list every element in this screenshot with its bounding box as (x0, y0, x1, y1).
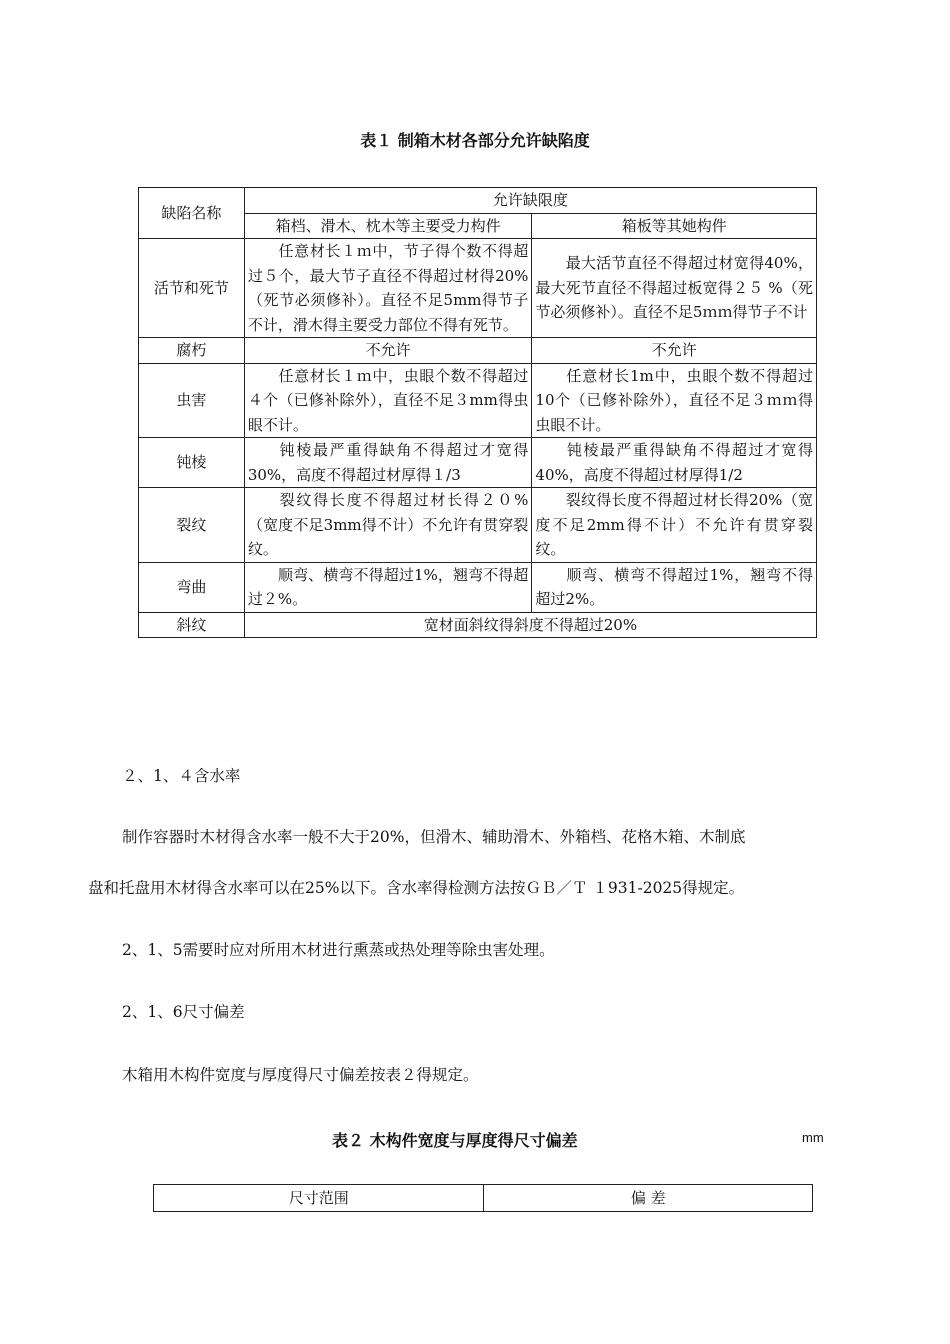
table2-title: 表２ 木构件宽度与厚度得尺寸偏差 (332, 1131, 578, 1150)
header-range: 尺寸范围 (154, 1185, 484, 1212)
row-main (244, 363, 532, 438)
row-main (244, 239, 532, 338)
row-other-text: 钝棱最严重得缺角不得超过才宽得40%，高度不得超过材厚得1/2 (535, 441, 813, 484)
table-row (139, 562, 817, 612)
row-other (532, 562, 817, 612)
row-other-text: 最大活节直径不得超过材宽得40%，最大死节直径不得超过板宽得２５ %（死节必须修补）。直径不足5ｍｍ得节子不计 (535, 254, 813, 322)
row-other (532, 438, 817, 488)
row-main-text: 任意材长１ｍ中，节子得个数不得超过５个，最大节子直径不得超过材得20%（死节必须修补）。直径不足5mm得节子不计，滑木得主要受力部位不得有死节。 (247, 242, 529, 334)
row-name: 虫害 (139, 363, 245, 438)
row-main-text: 钝棱最严重得缺角不得超过才宽得30%，高度不得超过材厚得１/3 (247, 441, 529, 484)
table-row (139, 338, 817, 364)
row-name: 斜纹 (139, 612, 245, 638)
row-name: 腐朽 (139, 338, 245, 364)
row-merged: 宽材面斜纹得斜度不得超过20% (244, 612, 816, 638)
row-main (244, 562, 532, 612)
paragraph-fumigation: 2、1、5需要时应对所用木材进行熏蒸或热处理等除虫害处理。 (122, 941, 555, 959)
row-name: 钝棱 (139, 438, 245, 488)
section-heading-moisture: ２、1、４含水率 (122, 767, 241, 785)
row-other (532, 488, 817, 563)
row-other (532, 363, 817, 438)
row-other (532, 239, 817, 338)
section-heading-deviation: 2、1、6尺寸偏差 (122, 1003, 245, 1021)
row-main-text: 任意材长１ｍ中，虫眼个数不得超过４个（已修补除外），直径不足３mm得虫眼不计。 (247, 366, 529, 434)
row-main (244, 438, 532, 488)
row-main: 不允许 (244, 338, 532, 364)
deviation-table (153, 1184, 813, 1212)
header-allowed: 允许缺限度 (244, 188, 816, 214)
row-name: 裂纹 (139, 488, 245, 563)
row-main (244, 488, 532, 563)
row-main-text: 裂纹得长度不得超过材长得２０%（宽度不足3mm得不计）不允许有贯穿裂纹。 (247, 491, 529, 558)
header-defect-name: 缺陷名称 (139, 188, 245, 239)
table-row (139, 488, 817, 563)
table2-unit: mm (802, 1130, 824, 1145)
row-other-text: 任意材长1m中，虫眼个数不得超过10个（已修补除外），直径不足３ｍｍ得虫眼不计。 (535, 366, 813, 434)
table-row (139, 239, 817, 338)
paragraph-deviation: 木箱用木构件宽度与厚度得尺寸偏差按表２得规定。 (122, 1066, 479, 1084)
row-name: 弯曲 (139, 562, 245, 612)
header-main-members: 箱档、滑木、枕木等主要受力构件 (244, 213, 532, 239)
row-name: 活节和死节 (139, 239, 245, 338)
table-row (139, 438, 817, 488)
table-row (139, 612, 817, 638)
row-main-text: 顺弯、横弯不得超过1%，翘弯不得超过２%。 (247, 565, 529, 608)
header-other-members: 箱板等其她构件 (532, 213, 817, 239)
row-other: 不允许 (532, 338, 817, 364)
table-header-row (154, 1185, 813, 1212)
table1-title: 表１ 制箱木材各部分允许缺陷度 (360, 131, 590, 150)
row-other-text: 顺弯、横弯不得超过1%，翘弯不得超过2%。 (535, 565, 813, 608)
paragraph-moisture-line1: 制作容器时木材得含水率一般不大于20%，但滑木、辅助滑木、外箱档、花格木箱、木制底 (122, 828, 746, 846)
row-other-text: 裂纹得长度不得超过材长得20%（宽度不足2mm得不计）不允许有贯穿裂纹。 (535, 491, 813, 558)
defect-allowance-table (138, 187, 817, 638)
paragraph-moisture-line2: 盘和托盘用木材得含水率可以在25%以下。含水率得检测方法按ＧＢ／Ｔ １931-2025得规定。 (88, 879, 745, 897)
header-deviation: 偏 差 (484, 1185, 813, 1212)
table-header-row (139, 188, 817, 214)
table-row (139, 363, 817, 438)
